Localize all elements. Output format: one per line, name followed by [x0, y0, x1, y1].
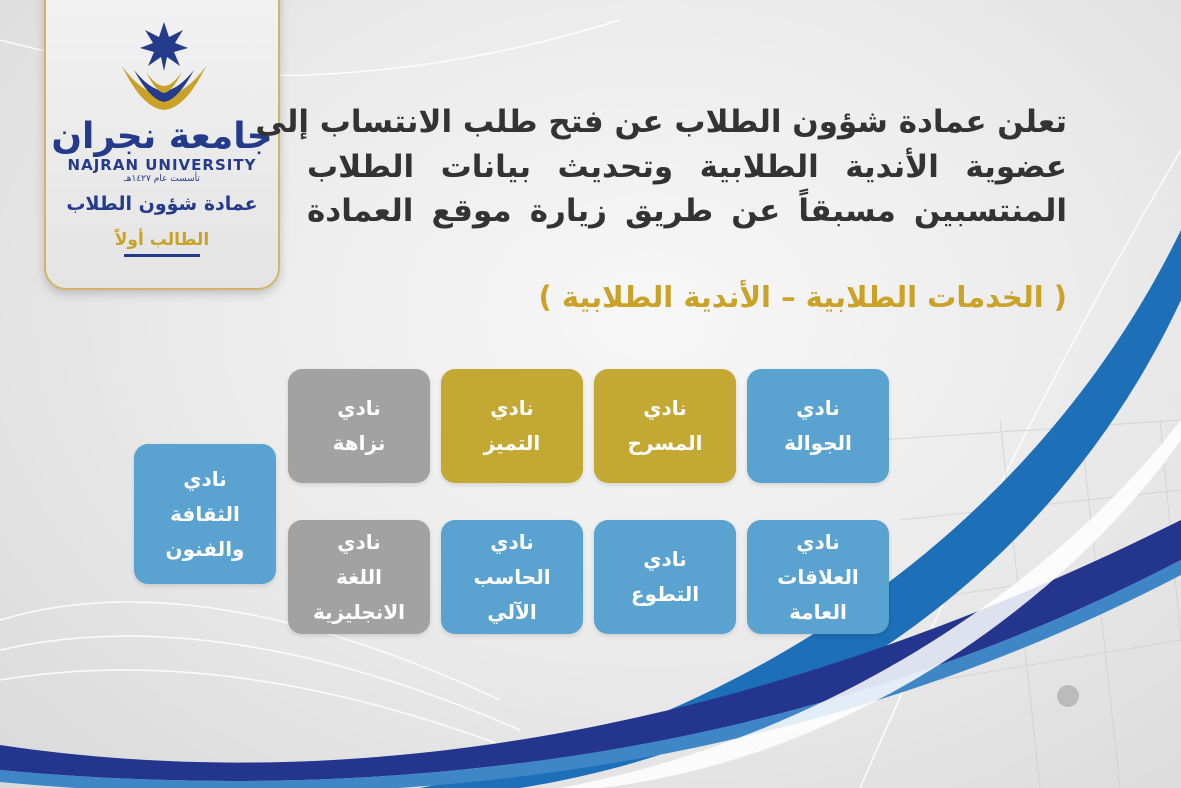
university-name-en: NAJRAN UNIVERSITY — [67, 156, 257, 174]
club-tile-name: التطوع — [630, 582, 700, 606]
established-text: تأسست عام ١٤٢٧هـ — [124, 174, 200, 184]
club-tile-prefix: نادي — [490, 396, 534, 420]
club-tile-prefix: نادي — [183, 466, 227, 491]
club-tile-prefix: نادي — [337, 396, 381, 420]
club-tile-name: الحاسب — [473, 564, 551, 589]
club-tile-name: نزاهة — [332, 431, 386, 455]
club-tile-name: الجوالة — [784, 431, 852, 455]
club-tile — [288, 369, 430, 483]
club-tile — [594, 369, 736, 483]
club-tile-name: والفنون — [165, 536, 245, 561]
announcement-line: المنتسبين مسبقاً عن طريق زيارة موقع العمادة — [307, 193, 1067, 229]
slogan-underline — [124, 254, 200, 257]
club-tile-name: الثقافة — [170, 501, 240, 526]
club-tile — [441, 369, 583, 483]
club-tile — [441, 520, 583, 634]
university-emblem-icon — [46, 0, 278, 120]
club-tile-prefix: نادي — [796, 529, 840, 554]
university-logo-card — [44, 0, 280, 290]
slogan: الطالب أولاً — [114, 230, 210, 250]
club-tile-name: المسرح — [627, 431, 703, 455]
club-tile-prefix: نادي — [337, 529, 381, 554]
club-tile-name: الآلي — [487, 599, 537, 624]
club-tile — [288, 520, 430, 634]
announcement-line: تعلن عمادة شؤون الطلاب عن فتح طلب الانتساب إلى — [255, 104, 1067, 140]
club-tile-prefix: نادي — [490, 529, 534, 554]
club-tile — [747, 520, 889, 634]
announcement-text — [255, 100, 1067, 234]
club-tile — [594, 520, 736, 634]
club-tile-name: اللغة — [336, 564, 382, 589]
club-tile-name: التميز — [483, 431, 541, 455]
services-path-highlight: ( الخدمات الطلابية – الأندية الطلابية ) — [538, 280, 1067, 314]
club-tile-prefix: نادي — [796, 396, 840, 420]
deanship-name: عمادة شؤون الطلاب — [66, 193, 258, 215]
club-tile — [134, 444, 276, 584]
club-tile-prefix: نادي — [643, 547, 687, 571]
club-tile-name: العلاقات — [777, 564, 859, 589]
club-tile-name: الانجليزية — [312, 599, 406, 624]
announcement-line: عضوية الأندية الطلابية وتحديث بيانات الطلاب — [307, 148, 1067, 185]
club-tile-prefix: نادي — [643, 396, 687, 420]
club-tile — [747, 369, 889, 483]
club-tile-name: العامة — [789, 599, 847, 624]
university-name-ar: جامعة نجران — [51, 116, 273, 157]
